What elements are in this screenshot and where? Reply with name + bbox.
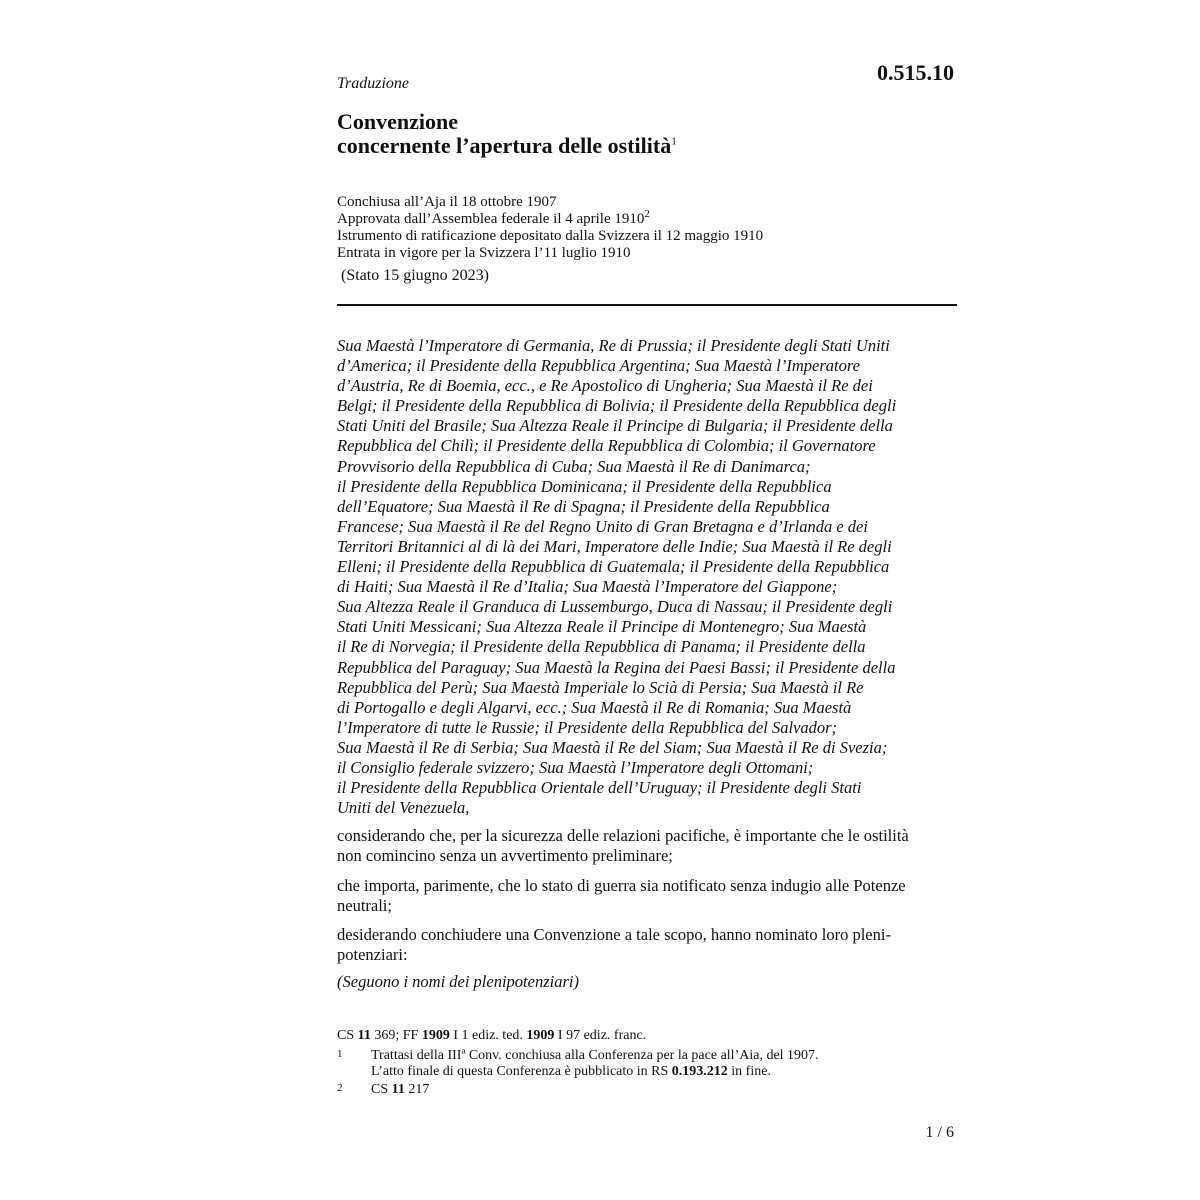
source-text: 369; FF bbox=[370, 1028, 422, 1043]
paragraph-line: neutrali; bbox=[337, 896, 392, 915]
footnote-text: in fine. bbox=[727, 1064, 771, 1079]
preamble-line: Provvisorio della Repubblica di Cuba; Sua Maestà il Re di Danimarca; bbox=[337, 456, 811, 476]
document-title bbox=[337, 110, 677, 158]
paragraph-line: desiderando conchiudere una Convenzione a tale scopo, hanno nominato loro pleni- bbox=[337, 925, 891, 944]
footnote-text: CS bbox=[371, 1082, 392, 1097]
footnote-text: L’atto finale di questa Conferenza è pubblicato in RS bbox=[371, 1064, 672, 1079]
preamble-line: Stati Uniti del Brasile; Sua Altezza Reale il Principe di Bulgaria; il Presidente della bbox=[337, 416, 893, 436]
preamble-line: Uniti del Venezuela, bbox=[337, 798, 470, 818]
footnote-1-line-2 bbox=[371, 1064, 819, 1080]
preamble-line: Repubblica del Chilì; il Presidente della Repubblica di Colombia; il Governatore bbox=[337, 436, 876, 456]
meta-ratification: Istrumento di ratificazione depositato dalla Svizzera il 12 maggio 1910 bbox=[337, 228, 764, 244]
footnote-text: 217 bbox=[404, 1082, 430, 1097]
paragraph-line: che importa, parimente, che lo stato di guerra sia notificato senza indugio alle Potenze bbox=[337, 876, 906, 895]
preamble bbox=[337, 336, 957, 818]
footnote-2-number: 2 bbox=[337, 1082, 343, 1094]
footnote-2-text bbox=[371, 1082, 429, 1098]
preamble-line: Repubblica del Paraguay; Sua Maestà la Regina dei Paesi Bassi; il Presidente della bbox=[337, 657, 896, 677]
paragraph-notification bbox=[337, 876, 957, 916]
page-number: 1 / 6 bbox=[925, 1124, 954, 1141]
preamble-line: Repubblica del Perù; Sua Maestà Imperiale lo Scià di Persia; Sua Maestà il Re bbox=[337, 677, 864, 697]
preamble-line: Belgi; il Presidente della Repubblica di Bolivia; il Presidente della Repubblica degli bbox=[337, 396, 897, 416]
preamble-line: Sua Maestà l’Imperatore di Germania, Re di Prussia; il Presidente degli Stati Uniti bbox=[337, 336, 890, 355]
preamble-line: Stati Uniti Messicani; Sua Altezza Reale il Principe di Montenegro; Sua Maestà bbox=[337, 617, 867, 637]
paragraph-line: potenziari: bbox=[337, 945, 408, 964]
preamble-line: Francese; Sua Maestà il Re del Regno Unito di Gran Bretagna e d’Irlanda e dei bbox=[337, 516, 868, 536]
title-line-1: Convenzione bbox=[337, 109, 458, 134]
paragraph-desiring bbox=[337, 925, 957, 965]
meta-approved-text: Approvata dall’Assemblea federale il 4 aprile 1910 bbox=[337, 211, 645, 227]
footnote-volume: 11 bbox=[391, 1082, 405, 1097]
rs-reference-link[interactable]: 0.193.212 bbox=[671, 1064, 728, 1079]
title-line-2-text: concernente l’apertura delle ostilità bbox=[337, 133, 672, 158]
preamble-line: Elleni; il Presidente della Repubblica di Guatemala; il Presidente della Repubblica bbox=[337, 557, 890, 577]
source-text: I 97 ediz. franc. bbox=[554, 1028, 647, 1043]
source-volume: 11 bbox=[357, 1028, 371, 1043]
preamble-line: il Presidente della Repubblica Dominicana; il Presidente della Repubblica bbox=[337, 476, 832, 496]
source-text: CS bbox=[337, 1028, 358, 1043]
footnote-source bbox=[337, 1028, 646, 1044]
preamble-line: Sua Altezza Reale il Granduca di Lussemburgo, Duca di Nassau; il Presidente degli bbox=[337, 597, 893, 617]
source-year: 1909 bbox=[421, 1028, 450, 1043]
preamble-line: il Re di Norvegia; il Presidente della Repubblica di Panama; il Presidente della bbox=[337, 637, 866, 657]
plenipotentiaries-note: (Seguono i nomi dei plenipotenziari) bbox=[337, 972, 579, 991]
source-text: I 1 ediz. ted. bbox=[449, 1028, 527, 1043]
paragraph-line: considerando che, per la sicurezza delle relazioni pacifiche, è importante che le ostilità bbox=[337, 826, 909, 845]
preamble-line: Sua Maestà il Re di Serbia; Sua Maestà il Re del Siam; Sua Maestà il Re di Svezia; bbox=[337, 737, 888, 757]
footnote-1-text bbox=[371, 1048, 819, 1080]
header-divider bbox=[337, 304, 957, 306]
preamble-line: Territori Britannici al di là dei Mari, Imperatore delle Indie; Sua Maestà il Re degli bbox=[337, 536, 892, 556]
footnote-ref-2[interactable]: 2 bbox=[644, 208, 650, 220]
meta-approved bbox=[337, 208, 763, 228]
meta-concluded: Conchiusa all’Aja il 18 ottobre 1907 bbox=[337, 194, 557, 210]
preamble-line: di Portogallo e degli Algarvi, ecc.; Sua Maestà il Re di Romania; Sua Maestà bbox=[337, 697, 852, 717]
document-number: 0.515.10 bbox=[877, 60, 954, 85]
preamble-line: d’America; il Presidente della Repubblica Argentina; Sua Maestà l’Imperatore bbox=[337, 356, 860, 376]
footnote-ref-1[interactable]: 1 bbox=[671, 135, 677, 148]
title-line-2 bbox=[337, 134, 677, 158]
document-metadata bbox=[337, 194, 763, 262]
meta-in-force: Entrata in vigore per la Svizzera l’11 luglio 1910 bbox=[337, 245, 631, 261]
preamble-line: dell’Equatore; Sua Maestà il Re di Spagna; il Presidente della Repubblica bbox=[337, 496, 830, 516]
translation-label: Traduzione bbox=[337, 75, 410, 92]
footnote-1-number: 1 bbox=[337, 1048, 343, 1060]
paragraph-line: non comincino senza un avvertimento preliminare; bbox=[337, 846, 673, 865]
status-date: (Stato 15 giugno 2023) bbox=[341, 267, 489, 284]
preamble-line: di Haiti; Sua Maestà il Re d’Italia; Sua Maestà l’Imperatore del Giappone; bbox=[337, 577, 838, 597]
preamble-line: d’Austria, Re di Boemia, ecc., e Re Apostolico di Ungheria; Sua Maestà il Re dei bbox=[337, 376, 873, 396]
preamble-line: il Presidente della Repubblica Orientale dell’Uruguay; il Presidente degli Stati bbox=[337, 778, 862, 798]
source-year: 1909 bbox=[526, 1028, 555, 1043]
footnote-1-line-1: Trattasi della IIIª Conv. conchiusa alla Conferenza per la pace all’Aia, del 1907. bbox=[371, 1048, 819, 1063]
preamble-line: l’Imperatore di tutte le Russie; il Presidente della Repubblica del Salvador; bbox=[337, 717, 838, 737]
preamble-line: il Consiglio federale svizzero; Sua Maestà l’Imperatore degli Ottomani; bbox=[337, 757, 814, 777]
paragraph-considering bbox=[337, 826, 957, 866]
